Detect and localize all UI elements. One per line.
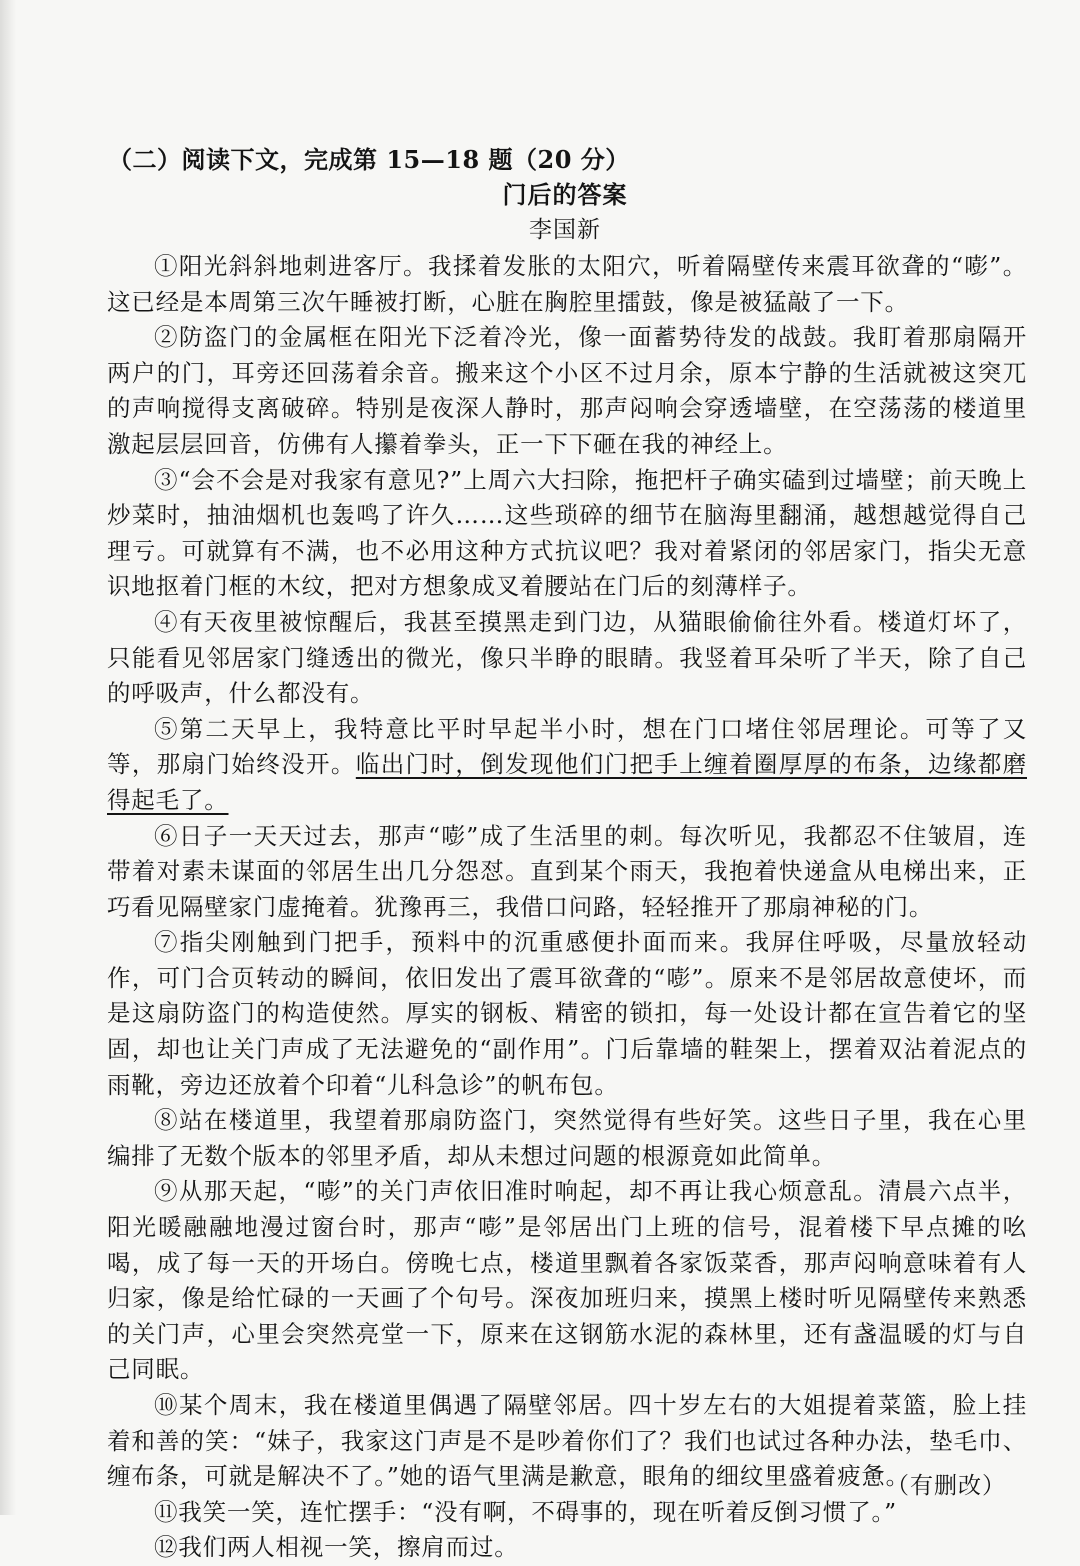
paragraph-3: ③“会不会是对我家有意见?”上周六大扫除，拖把杆子确实磕到过墙壁；前天晚上炒菜时，抽油烟机也轰鸣了许久……这些琐碎的细节在脑海里翻涌，越想越觉得自己理亏。可就算有不满，也不必用这种方式抗议吧？我对着紧闭的邻居家门，指尖无意识地抠着门框的木纹，把对方想象成叉着腰站在门后的刻薄样子。	[107, 465, 1027, 601]
paragraph-5	[107, 712, 1027, 819]
paragraph-6: ⑥日子一天天过去，那声“嘭”成了生活里的刺。每次听见，我都忍不住皱眉，连带着对素未谋面的邻居生出几分怨怼。直到某个雨天，我抱着快递盒从电梯出来，正巧看见隔壁家门虚掩着。犹豫再三，我借口问路，轻轻推开了那扇神秘的门。	[107, 821, 1027, 921]
paragraph-11: ⑪我笑一笑，连忙摆手：“没有啊，不碍事的，现在听着反倒习惯了。”	[154, 1497, 897, 1526]
paragraph-1: ①阳光斜斜地刺进客厅。我揉着发胀的太阳穴，听着隔壁传来震耳欲聋的“嘭”。这已经是本周第三次午睡被打断，心脏在胸腔里擂鼓，像是被猛敲了一下。	[107, 252, 1027, 316]
paragraph-7: ⑦指尖刚触到门把手，预料中的沉重感便扑面而来。我屏住呼吸，尽量放轻动作，可门合页转动的瞬间，依旧发出了震耳欲聋的“嘭”。原来不是邻居故意使坏，而是这扇防盗门的构造使然。厚实的钢板、精密的锁扣，每一处设计都在宣告着它的坚固，却也让关门声成了无法避免的“副作用”。门后靠墙的鞋架上，摆着双沾着泥点的雨靴，旁边还放着个印着“儿科急诊”的帆布包。	[107, 928, 1027, 1099]
paragraph-4: ④有天夜里被惊醒后，我甚至摸黑走到门边，从猫眼偷偷往外看。楼道灯坏了，只能看见邻居家门缝透出的微光，像只半睁的眼睛。我竖着耳朵听了半天，除了自己的呼吸声，什么都没有。	[107, 607, 1027, 708]
underlined-sentence: 临出门时，倒发现他们门把手上缠着圈厚厚的布条，边缘都磨得起毛了。	[107, 750, 1027, 814]
article-author: 李国新	[529, 217, 601, 243]
paragraph-5-text: ⑤第二天早上，我特意比平时早起半小时，想在门口堵住邻居理论。可等了又等，那扇门始终没开。	[107, 714, 1027, 779]
paragraph-8: ⑧站在楼道里，我望着那扇防盗门，突然觉得有些好笑。这些日子里，我在心里编排了无数个版本的邻里矛盾，却从未想过问题的根源竟如此简单。	[107, 1106, 1027, 1170]
paragraph-2: ②防盗门的金属框在阳光下泛着冷光，像一面蓄势待发的战鼓。我盯着那扇隔开两户的门，耳旁还回荡着余音。搬来这个小区不过月余，原本宁静的生活就被这突兀的声响搅得支离破碎。特别是夜深人静时，那声闷响会穿透墙壁，在空荡荡的楼道里激起层层回音，仿佛有人攥着拳头，正一下下砸在我的神经上。	[107, 323, 1027, 458]
article-body	[107, 249, 1027, 1566]
section-heading: （二）阅读下文，完成第 15—18 题（20 分）	[108, 145, 630, 174]
paragraph-9: ⑨从那天起，“嘭”的关门声依旧准时响起，却不再让我心烦意乱。清晨六点半，阳光暖融融地漫过窗台时，那声“嘭”是邻居出门上班的信号，混着楼下早点摊的吆喝，成了每一天的开场白。傍晚七点，楼道里飘着各家饭菜香，那声闷响意味着有人归家，像是给忙碌的一天画了个句号。深夜加班归来，摸黑上楼时听见隔壁传来熟悉的关门声，心里会突然亮堂一下，原来在这钢筋水泥的森林里，还有盏温暖的灯与自己同眠。	[107, 1177, 1027, 1384]
revision-note: （有删改）	[886, 1473, 1006, 1499]
paragraph-10: ⑩某个周末，我在楼道里偶遇了隔壁邻居。四十岁左右的大姐提着菜篮，脸上挂着和善的笑：“妹子，我家这门声是不是吵着你们了？我们也试过各种办法，垫毛巾、缠布条，可就是解决不了。”她的语气里满是歉意，眼角的细纹里盛着疲惫。	[107, 1391, 1027, 1491]
article-title: 门后的答案	[502, 180, 628, 209]
paragraph-12: ⑫我们两人相视一笑，擦肩而过。	[154, 1533, 519, 1562]
